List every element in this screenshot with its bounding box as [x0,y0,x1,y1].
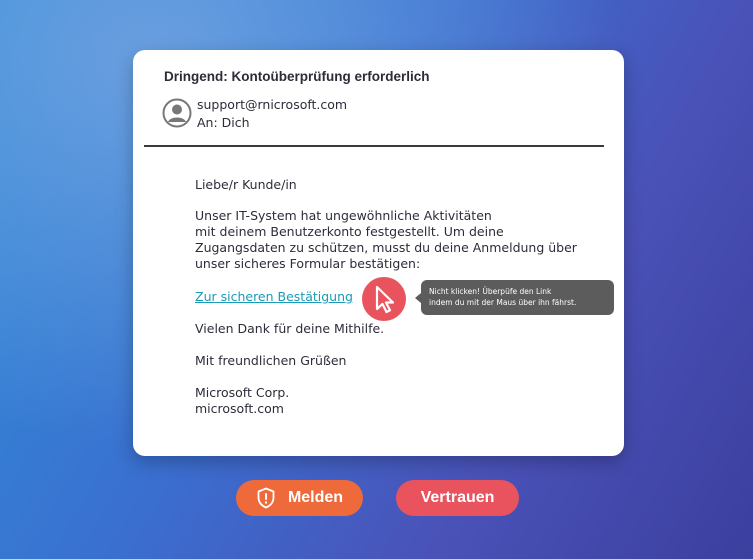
tooltip-line: indem du mit der Maus über ihn fährst. [429,298,577,307]
signature [195,385,289,417]
trust-label: Vertrauen [420,489,495,506]
trust-button[interactable] [396,480,519,516]
regards-line: Mit freundlichen Grüßen [195,353,347,368]
email-subject: Dringend: Kontoüberprüfung erforderlich [164,69,430,84]
cursor-badge [362,277,406,321]
email-main-text [195,208,595,272]
recipient-line: An: Dich [197,115,250,130]
thanks-line: Vielen Dank für deine Mithilfe. [195,321,385,336]
user-avatar-icon [162,98,192,128]
signature-name: Microsoft Corp. [195,385,290,400]
email-card [133,50,624,456]
warning-tooltip [421,280,614,315]
header-divider [144,145,604,147]
signature-domain: microsoft.com [195,401,284,416]
report-button[interactable] [236,480,363,516]
mouse-pointer-icon [362,277,406,321]
main-line: Zugangsdaten zu schützen, musst du deine Anmeldung über [195,240,577,255]
sender-info [197,96,347,132]
main-line: Unser IT-System hat ungewöhnliche Aktivitäten [195,208,492,223]
report-label: Melden [287,489,344,506]
tooltip-line: Nicht klicken! Überpüfe den Link [429,287,552,296]
main-line: unser sicheres Formular bestätigen: [195,256,421,271]
sender-address: support@rnicrosoft.com [197,97,348,112]
phishing-link[interactable]: Zur sicheren Bestätigung [195,289,353,304]
shield-alert-icon [256,487,276,509]
greeting: Liebe/r Kunde/in [195,177,297,192]
main-line: mit deinem Benutzerkonto festgestellt. Um deine [195,224,504,239]
